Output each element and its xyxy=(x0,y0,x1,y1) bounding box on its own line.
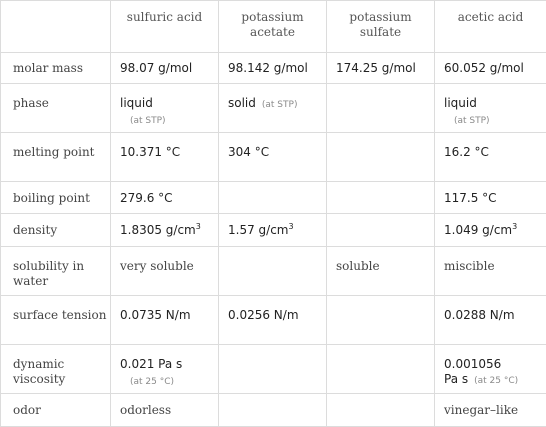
cell-note: (at STP) xyxy=(262,100,298,110)
row-label-density: density xyxy=(1,214,111,247)
table-cell xyxy=(219,84,327,133)
table-cell xyxy=(327,296,435,345)
table-cell xyxy=(219,214,327,247)
unit-exponent: 3 xyxy=(512,222,517,231)
row-label-molar-mass: molar mass xyxy=(1,53,111,84)
table-cell: 10.371 °C xyxy=(111,133,219,182)
table-cell xyxy=(327,84,435,133)
cell-value: 1.8305 g/cm xyxy=(120,223,196,237)
cell-note: (at 25 °C) xyxy=(474,376,518,386)
table-cell xyxy=(435,214,546,247)
table-cell: 174.25 g/mol xyxy=(327,53,435,84)
row-label-melting-point: melting point xyxy=(1,133,111,182)
row-label-solubility: solubility in water xyxy=(1,247,111,296)
table-cell xyxy=(219,345,327,394)
unit-exponent: 3 xyxy=(196,222,201,231)
table-cell: odorless xyxy=(111,394,219,427)
table-cell xyxy=(219,247,327,296)
table-cell xyxy=(327,394,435,427)
corner-header xyxy=(1,1,111,53)
table-cell: 279.6 °C xyxy=(111,182,219,214)
table-cell xyxy=(219,394,327,427)
table-cell: soluble xyxy=(327,247,435,296)
cell-value: 0.001056 xyxy=(444,357,546,372)
table-cell: 16.2 °C xyxy=(435,133,546,182)
table-row xyxy=(1,345,546,394)
table-cell: 0.0288 N/m xyxy=(435,296,546,345)
cell-note: (at STP) xyxy=(444,114,546,129)
cell-value: 1.57 g/cm xyxy=(228,223,288,237)
table-row xyxy=(1,53,546,84)
table-cell: very soluble xyxy=(111,247,219,296)
cell-value: liquid xyxy=(444,96,477,110)
cell-unit: Pa s xyxy=(444,372,468,386)
column-header-sulfuric-acid: sulfuric acid xyxy=(111,1,219,53)
table-cell xyxy=(435,345,546,394)
unit-exponent: 3 xyxy=(288,222,293,231)
cell-value: 1.049 g/cm xyxy=(444,223,512,237)
table-row xyxy=(1,247,546,296)
table-row xyxy=(1,182,546,214)
table-cell: 60.052 g/mol xyxy=(435,53,546,84)
table-row xyxy=(1,133,546,182)
table-row xyxy=(1,214,546,247)
table-cell xyxy=(327,133,435,182)
cell-value: liquid xyxy=(120,96,153,110)
row-label-dynamic-viscosity: dynamic viscosity xyxy=(1,345,111,394)
table-cell: miscible xyxy=(435,247,546,296)
column-header-potassium-sulfate: potassium sulfate xyxy=(327,1,435,53)
table-cell xyxy=(327,345,435,394)
cell-value: solid xyxy=(228,96,256,110)
table-cell: 117.5 °C xyxy=(435,182,546,214)
table-cell: 0.0256 N/m xyxy=(219,296,327,345)
table-cell: 0.0735 N/m xyxy=(111,296,219,345)
table-row xyxy=(1,394,546,427)
row-label-odor: odor xyxy=(1,394,111,427)
table-cell xyxy=(111,84,219,133)
column-header-acetic-acid: acetic acid xyxy=(435,1,546,53)
row-label-phase: phase xyxy=(1,84,111,133)
column-header-potassium-acetate: potassium acetate xyxy=(219,1,327,53)
cell-note: (at 25 °C) xyxy=(120,375,218,390)
table-cell xyxy=(219,182,327,214)
row-label-boiling-point: boiling point xyxy=(1,182,111,214)
row-label-surface-tension: surface tension xyxy=(1,296,111,345)
table-cell xyxy=(327,182,435,214)
table-cell xyxy=(435,84,546,133)
header-row xyxy=(1,1,546,53)
table-cell xyxy=(327,214,435,247)
table-cell: 98.07 g/mol xyxy=(111,53,219,84)
cell-note: (at STP) xyxy=(120,114,218,129)
table-cell xyxy=(111,214,219,247)
table-cell: 304 °C xyxy=(219,133,327,182)
table-row xyxy=(1,84,546,133)
table-cell: vinegar–like xyxy=(435,394,546,427)
table-cell: 98.142 g/mol xyxy=(219,53,327,84)
table-row xyxy=(1,296,546,345)
cell-value: 0.021 Pa s xyxy=(120,357,182,371)
table-cell xyxy=(111,345,219,394)
